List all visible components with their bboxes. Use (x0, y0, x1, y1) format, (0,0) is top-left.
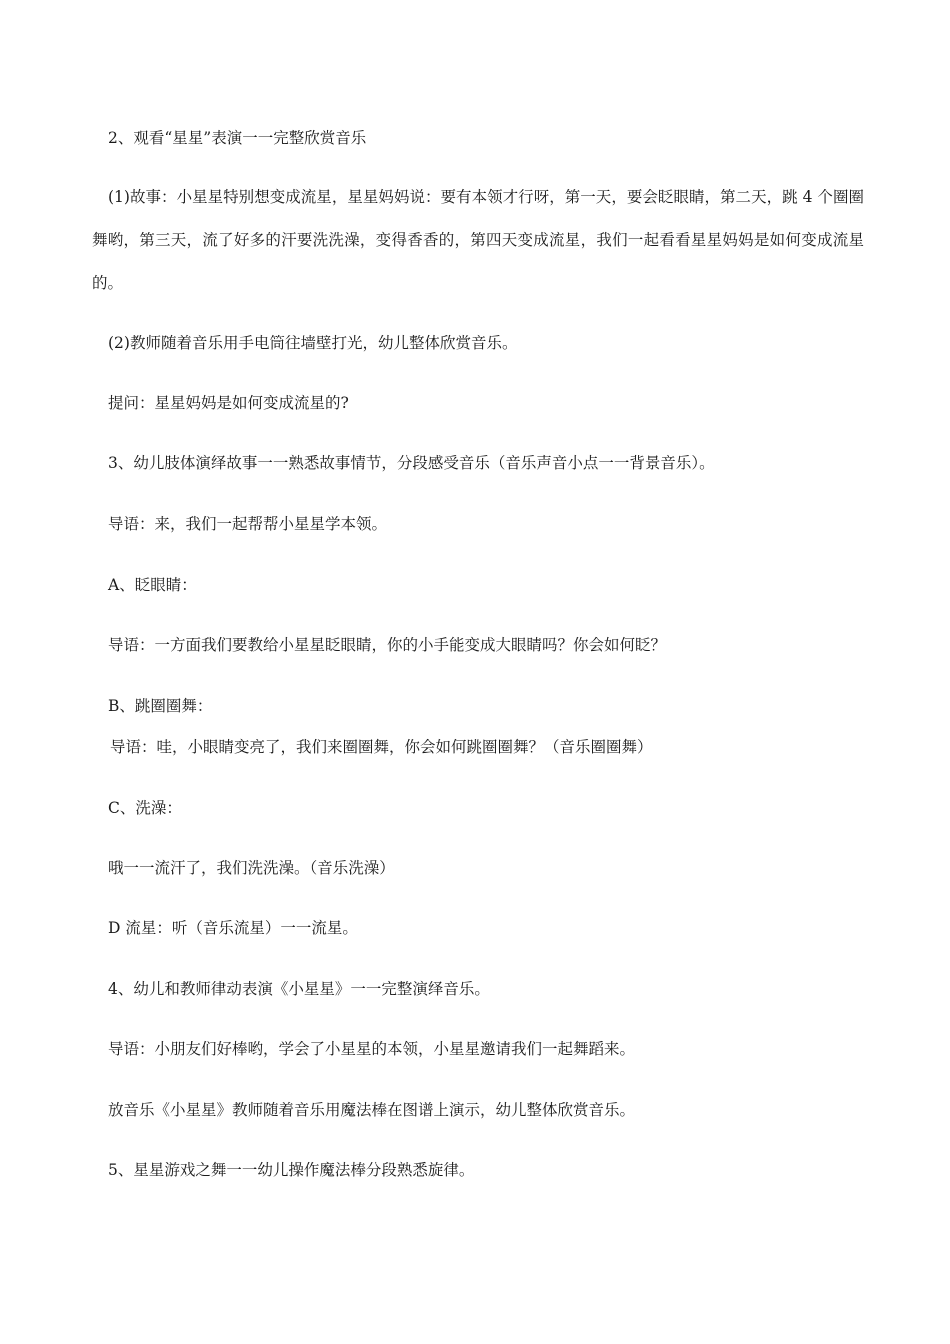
subheading-c: C、洗澡： (108, 799, 182, 817)
paragraph-bath: 哦一一流汗了，我们洗洗澡。（音乐洗澡） (108, 859, 395, 877)
section-heading-3: 3、幼儿肢体演绎故事一一熟悉故事情节，分段感受音乐（音乐声音小点一一背景音乐）。 (108, 454, 715, 472)
paragraph-teacher-light: (2)教师随着音乐用手电筒往墙壁打光，幼儿整体欣赏音乐。 (108, 334, 518, 352)
paragraph-guide-2: 导语：一方面我们要教给小星星眨眼睛，你的小手能变成大眼睛吗？你会如何眨？ (108, 636, 667, 654)
story-paragraph: (1)故事：小星星特别想变成流星，星星妈妈说：要有本领才行呀，第一天，要会眨眼睛，第二天，跳 4 个圈圈舞哟，第三天，流了好多的汗要洗洗澡，变得香香的，第四天变成流星，我们一起看看星星妈妈是如何变成流星的。 (92, 188, 864, 292)
paragraph-question: 提问：星星妈妈是如何变成流星的? (108, 394, 349, 412)
subheading-b: B、跳圈圈舞： (108, 697, 213, 715)
paragraph-music: 放音乐《小星星》教师随着音乐用魔法棒在图谱上演示，幼儿整体欣赏音乐。 (108, 1101, 636, 1119)
paragraph-guide-1: 导语：来，我们一起帮帮小星星学本领。 (108, 515, 388, 533)
section-heading-2: 2、观看“星星”表演一一完整欣赏音乐 (108, 129, 367, 147)
section-heading-4: 4、幼儿和教师律动表演《小星星》一一完整演绎音乐。 (108, 980, 490, 998)
section-heading-5: 5、星星游戏之舞一一幼儿操作魔法棒分段熟悉旋律。 (108, 1161, 475, 1179)
subheading-d: D 流星：听（音乐流星）一一流星。 (108, 919, 358, 937)
paragraph-guide-3: 导语：哇，小眼睛变亮了，我们来圈圈舞，你会如何跳圈圈舞？（音乐圈圈舞） (110, 738, 653, 756)
paragraph-guide-4: 导语：小朋友们好棒哟，学会了小星星的本领，小星星邀请我们一起舞蹈来。 (108, 1040, 636, 1058)
subheading-a: A、眨眼睛： (108, 576, 197, 594)
